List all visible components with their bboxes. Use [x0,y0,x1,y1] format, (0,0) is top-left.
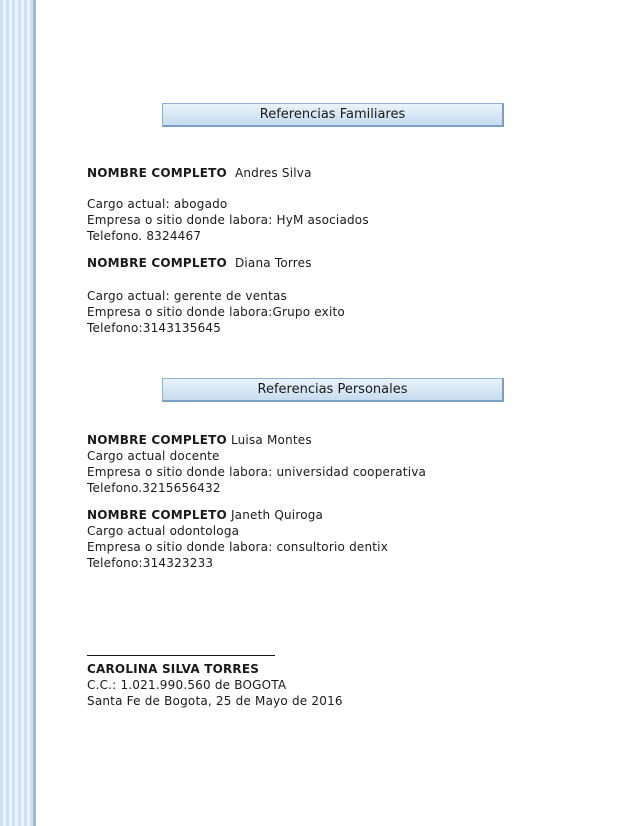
ref-personal-1-empresa: Empresa o sitio donde labora: universidad cooperativa [87,465,427,479]
ref-familiar-2-telefono: Telefono:3143135645 [87,321,222,335]
name-value: Luisa Montes [230,433,312,447]
name-label: NOMBRE COMPLETO [87,433,227,447]
ref-personal-2-cargo: Cargo actual odontologa [87,524,240,538]
ref-familiar-1-name [87,166,312,180]
ref-personal-2-telefono: Telefono:314323233 [87,556,214,570]
ref-familiar-1-empresa: Empresa o sitio donde labora: HyM asociados [87,213,369,227]
name-value: Diana Torres [234,256,312,270]
ref-familiar-1-telefono: Telefono. 8324467 [87,229,202,243]
ref-personal-1-name [87,433,312,447]
name-value: Andres Silva [234,166,312,180]
ref-personal-1-telefono: Telefono.3215656432 [87,481,221,495]
signature-name: CAROLINA SILVA TORRES [87,662,260,676]
ref-familiar-1-cargo: Cargo actual: abogado [87,197,228,211]
section-header-personales: Referencias Personales [162,378,504,402]
name-value: Janeth Quiroga [230,508,324,522]
ref-familiar-2-name [87,256,312,270]
signature-place-date: Santa Fe de Bogota, 25 de Mayo de 2016 [87,694,343,708]
left-decorative-band [0,0,36,826]
name-label: NOMBRE COMPLETO [87,166,227,180]
ref-familiar-2-cargo: Cargo actual: gerente de ventas [87,289,288,303]
ref-familiar-2-empresa: Empresa o sitio donde labora:Grupo exito [87,305,345,319]
name-label: NOMBRE COMPLETO [87,508,227,522]
ref-personal-2-empresa: Empresa o sitio donde labora: consultorio dentix [87,540,389,554]
signature-line [87,655,275,656]
ref-personal-2-name [87,508,323,522]
name-label: NOMBRE COMPLETO [87,256,227,270]
signature-id: C.C.: 1.021.990.560 de BOGOTA [87,678,287,692]
section-header-familiares: Referencias Familiares [162,103,504,127]
ref-personal-1-cargo: Cargo actual docente [87,449,220,463]
